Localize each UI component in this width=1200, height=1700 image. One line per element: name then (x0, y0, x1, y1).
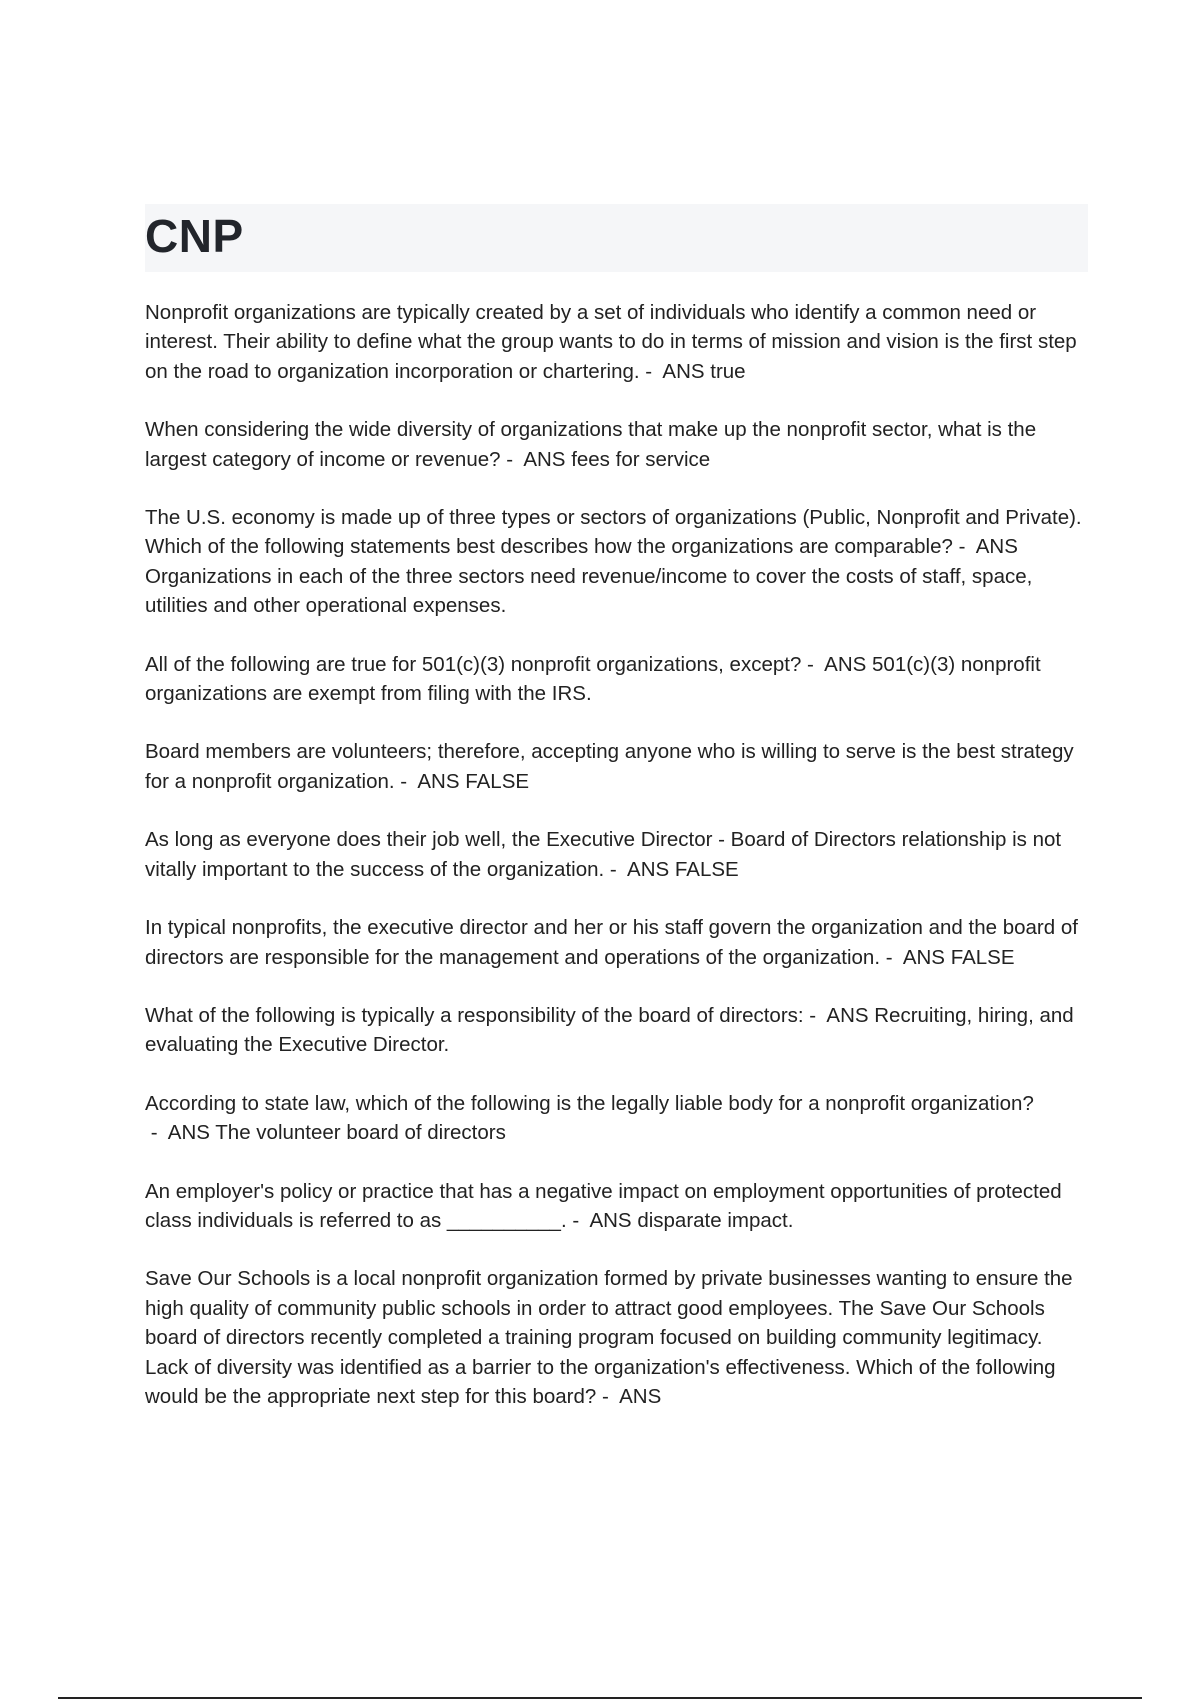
question-text: As long as everyone does their job well, the Executive Director - Board of Directors relationship is not vitally important to the success of the organization. (145, 828, 1062, 881)
qa-item (145, 298, 1090, 386)
answer-text: FALSE (465, 769, 530, 793)
title-banner (145, 204, 1088, 272)
qa-item (145, 913, 1090, 972)
qa-list (145, 298, 1090, 1440)
qa-separator: - (639, 359, 663, 383)
qa-separator: - (566, 1208, 590, 1232)
answer-text: Organizations in each of the three sectors need revenue/income to cover the costs of staff, space, utilities and other operational expenses. (145, 564, 1033, 618)
document-title: CNP (145, 210, 244, 262)
page-bottom-rule (58, 1697, 1142, 1699)
qa-separator: - (880, 945, 903, 969)
answer-text: disparate impact. (637, 1208, 794, 1232)
qa-separator: - (952, 535, 976, 559)
answer-prefix: ANS (167, 1121, 216, 1145)
answer-prefix: ANS (627, 857, 675, 881)
answer-prefix: ANS (902, 945, 951, 969)
answer-text: The volunteer board of directors (215, 1121, 506, 1145)
qa-item (145, 415, 1090, 474)
answer-prefix: ANS (589, 1208, 638, 1232)
qa-separator: - (803, 1003, 827, 1027)
answer-text: Recruiting, hiring, and evaluating the Executive Director. (145, 1003, 1074, 1057)
question-text: Nonprofit organizations are typically created by a set of individuals who identify a common need or interest. Their ability to define what the group wants to do in terms of mission and vision is the first step on the road to organization incorporation or chartering. (145, 301, 1077, 383)
answer-prefix: ANS (824, 652, 873, 676)
answer-text: FALSE (674, 857, 739, 881)
answer-prefix: ANS (662, 359, 711, 383)
qa-item (145, 825, 1090, 884)
qa-separator: - (145, 1121, 168, 1145)
answer-text: 501(c)(3) nonprofit organizations are exempt from filing with the IRS. (145, 652, 1041, 706)
qa-item (145, 1177, 1090, 1236)
qa-item (145, 1264, 1090, 1411)
qa-separator: - (500, 447, 524, 471)
qa-item (145, 1001, 1090, 1060)
qa-separator: - (394, 769, 418, 793)
question-text: An employer's policy or practice that has a negative impact on employment opportunities of protected class individuals is referred to as __________. (145, 1179, 1062, 1232)
question-text: According to state law, which of the following is the legally liable body for a nonprofit organization? (145, 1091, 1034, 1115)
answer-prefix: ANS (826, 1003, 875, 1027)
question-text: When considering the wide diversity of organizations that make up the nonprofit sector, what is the largest category of income or revenue? (145, 418, 1037, 471)
answer-prefix: ANS (619, 1384, 662, 1408)
qa-item (145, 503, 1090, 621)
answer-prefix: ANS (417, 769, 466, 793)
answer-prefix: ANS (523, 447, 572, 471)
qa-separator: - (596, 1384, 620, 1408)
answer-text: FALSE (950, 945, 1015, 969)
question-text: Board members are volunteers; therefore, accepting anyone who is willing to serve is the best strategy for a nonprofit organization. (145, 740, 1074, 793)
qa-separator: - (604, 857, 628, 881)
question-text: All of the following are true for 501(c)(3) nonprofit organizations, except? (145, 652, 802, 676)
answer-text: true (710, 359, 746, 383)
question-text: In typical nonprofits, the executive director and her or his staff govern the organization and the board of directors are responsible for the management and operations of the organization. (145, 916, 1078, 969)
qa-item (145, 1089, 1090, 1148)
qa-item (145, 737, 1090, 796)
question-text: Save Our Schools is a local nonprofit organization formed by private businesses wanting to ensure the high quality of community public schools in order to attract good employees. The Save Our Schools board of directors recently completed a training program focused on building community legitimacy. Lack of diversity was identified as a barrier to the organization's effectiveness. Which of the following would be the appropriate next step for this board? (145, 1267, 1073, 1408)
question-text: The U.S. economy is made up of three types or sectors of organizations (Public, Nonprofit and Private). Which of the following statements best describes how the organizations are comparable? (145, 506, 1082, 559)
qa-separator: - (801, 652, 825, 676)
answer-prefix: ANS (975, 535, 1018, 559)
answer-text: fees for service (571, 447, 711, 471)
qa-item (145, 650, 1090, 709)
question-text: What of the following is typically a responsibility of the board of directors: (145, 1003, 804, 1027)
